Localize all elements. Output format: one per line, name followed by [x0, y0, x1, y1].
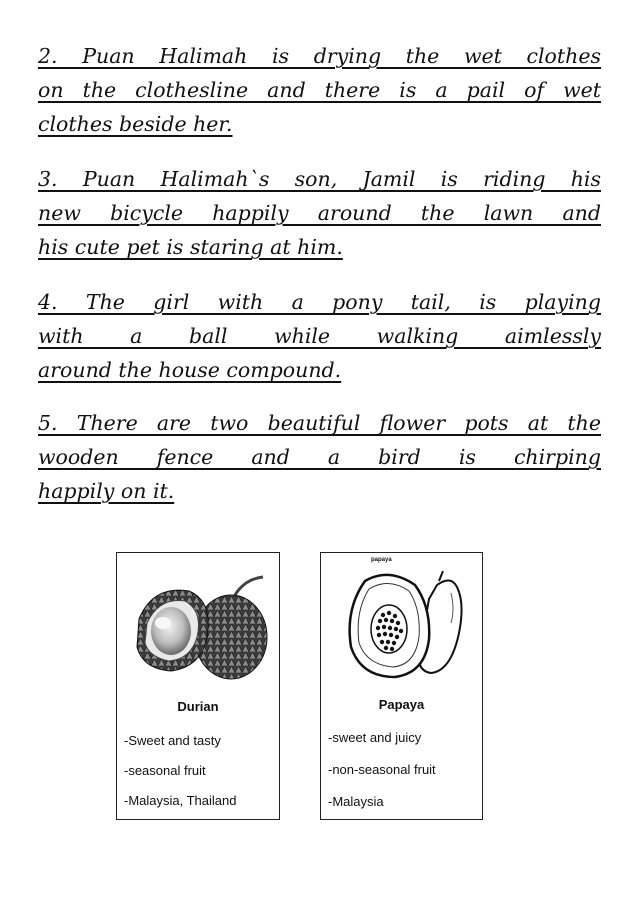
sentence-2: [38, 39, 601, 141]
card-fact: -Malaysia: [328, 794, 384, 809]
card-fact: -non-seasonal fruit: [328, 762, 436, 777]
card-fact: -sweet and juicy: [328, 730, 422, 745]
card-fact: -Malaysia, Thailand: [124, 793, 237, 808]
papaya-illustration: [339, 563, 471, 683]
sentence-line: 5. There are two beautiful flower pots at the: [38, 411, 601, 435]
sentence-4: [38, 285, 601, 387]
durian-card: [116, 552, 280, 820]
sentence-line: his cute pet is staring at him.: [38, 235, 343, 259]
sentence-line: 2. Puan Halimah is drying the wet clothes: [38, 44, 601, 68]
durian-illustration: [123, 561, 273, 685]
sentence-line: 4. The girl with a pony tail, is playing: [38, 290, 601, 314]
sentence-line: with a ball while walking aimlessly: [38, 324, 601, 348]
sentence-line: happily on it.: [38, 479, 175, 503]
sentence-line: wooden fence and a bird is chirping: [38, 445, 601, 469]
papaya-card: [320, 552, 483, 820]
card-fact: -seasonal fruit: [124, 763, 206, 778]
sentence-line: 3. Puan Halimah`s son, Jamil is riding his: [38, 167, 601, 191]
sentence-line: on the clothesline and there is a pail of wet: [38, 78, 601, 102]
card-title: Papaya: [378, 697, 425, 712]
sentence-line: new bicycle happily around the lawn and: [38, 201, 601, 225]
card-fact: -Sweet and tasty: [124, 733, 221, 748]
image-label: papaya: [371, 557, 392, 563]
sentence-line: around the house compound.: [38, 358, 342, 382]
card-title: Durian: [177, 699, 219, 714]
sentence-3: [38, 162, 601, 264]
sentence-line: clothes beside her.: [38, 112, 233, 136]
sentence-5: [38, 406, 601, 508]
